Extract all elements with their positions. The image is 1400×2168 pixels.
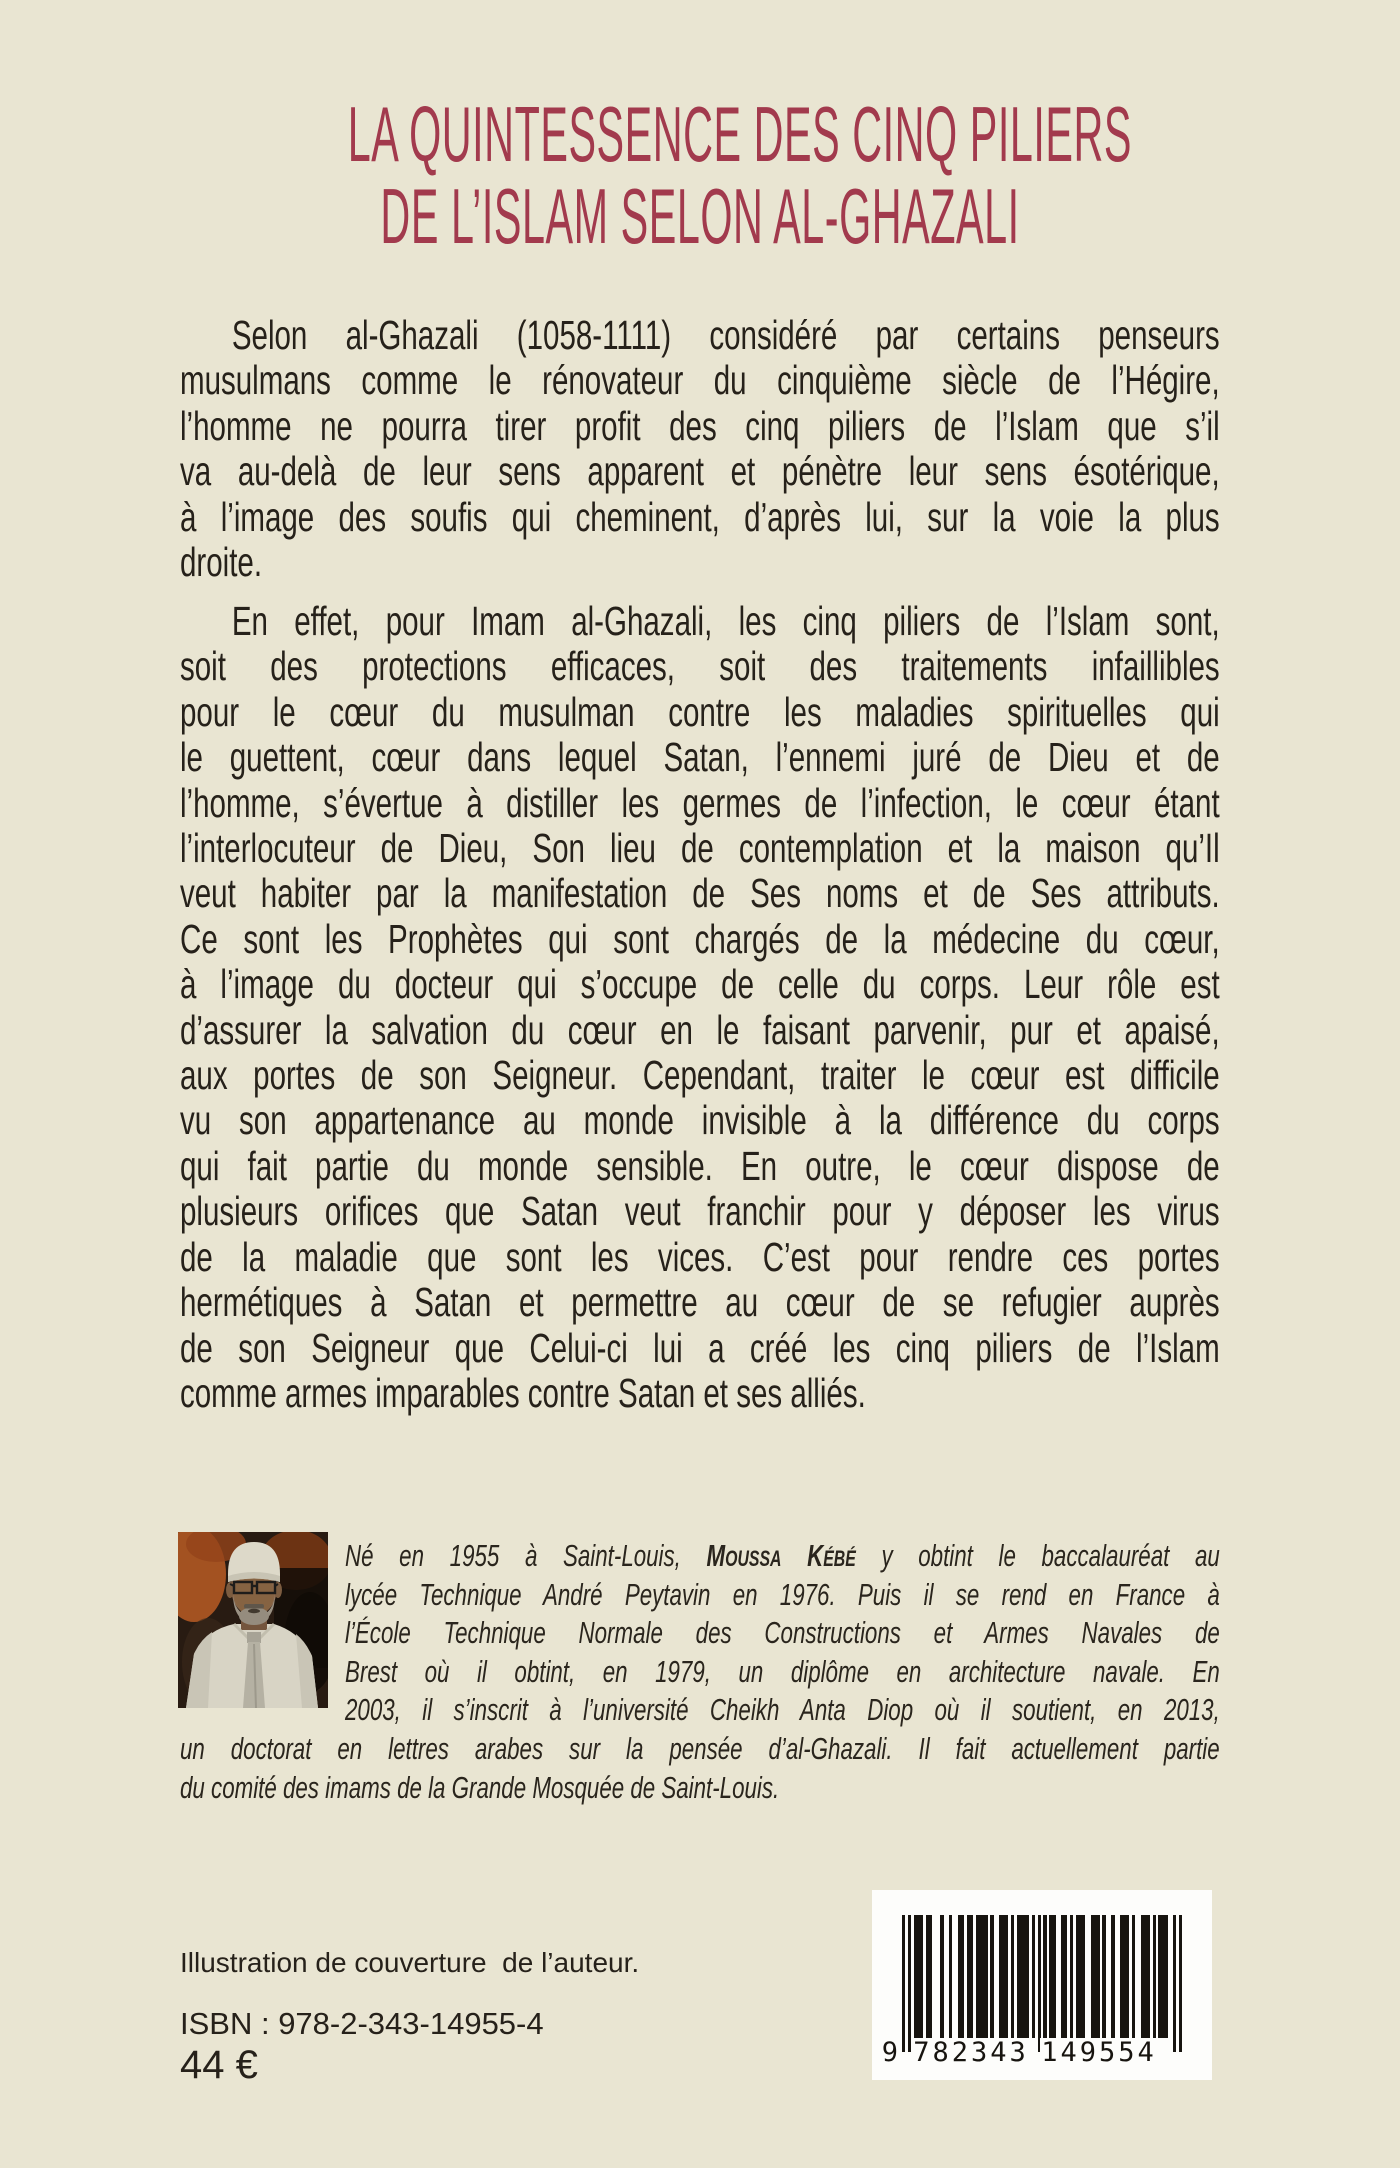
barcode-digits-group1: 782343 bbox=[912, 2038, 1030, 2072]
barcode-bar bbox=[1011, 1915, 1014, 2038]
barcode-bar bbox=[1164, 1915, 1167, 2038]
text-line: à l’image des soufis qui cheminent, d’après lui, sur la voie la plus bbox=[180, 493, 1220, 540]
isbn-label: ISBN : 978-2-343-14955-4 bbox=[180, 2006, 544, 2041]
text-line: Brest où il obtint, en 1979, un diplôme en architecture navale. En bbox=[345, 1653, 1220, 1689]
barcode-bar bbox=[1111, 1915, 1114, 2038]
barcode-bar bbox=[1147, 1915, 1150, 2038]
bio-line1-pre: Né en 1955 à Saint-Louis, bbox=[345, 1538, 707, 1573]
text-line: pour le cœur du musulman contre les maladies spirituelles qui bbox=[180, 688, 1220, 735]
barcode-bar bbox=[902, 1915, 905, 2052]
barcode-bar bbox=[1005, 1915, 1008, 2038]
text-line: aux portes de son Seigneur. Cependant, traiter le cœur est difficile bbox=[180, 1052, 1220, 1099]
barcode-bar bbox=[1032, 1915, 1035, 2038]
barcode-bar bbox=[1126, 1915, 1129, 2038]
barcode-bar bbox=[940, 1915, 943, 2038]
text-line: de la maladie que sont les vices. C’est pour rendre ces portes bbox=[180, 1233, 1220, 1280]
barcode-bar bbox=[1038, 1915, 1041, 2052]
author-name: Moussa Kébé bbox=[706, 1538, 856, 1573]
barcode bbox=[872, 1890, 1212, 2080]
text-line: le guettent, cœur dans lequel Satan, l’ennemi juré de Dieu et de bbox=[180, 734, 1220, 781]
bio-line1-post: y obtint le baccalauréat au bbox=[855, 1538, 1220, 1573]
book-title bbox=[0, 90, 1400, 260]
barcode-bar bbox=[1064, 1915, 1067, 2038]
barcode-bar bbox=[990, 1915, 993, 2038]
text-line: du comité des imams de la Grande Mosquée de Saint-Louis. bbox=[180, 1769, 780, 1805]
barcode-bar bbox=[929, 1915, 932, 2038]
text-line: d’assurer la salvation du cœur en le faisant parvenir, pur et apaisé, bbox=[180, 1006, 1220, 1053]
text-line: musulmans comme le rénovateur du cinquième siècle de l’Hégire, bbox=[180, 357, 1220, 404]
text-line: En effet, pour Imam al-Ghazali, les cinq piliers de l’Islam sont, bbox=[231, 598, 1220, 644]
text-line: hermétiques à Satan et permettre au cœur de se refugier auprès bbox=[180, 1279, 1220, 1326]
book-title-line-1: LA QUINTESSENCE DES CINQ PILIERS bbox=[347, 90, 1132, 178]
text-line: Selon al-Ghazali (1058-1111) considéré par certains penseurs bbox=[231, 312, 1220, 358]
barcode-bar bbox=[1082, 1915, 1085, 2038]
bio-line bbox=[345, 1537, 1220, 1576]
barcode-bar bbox=[1179, 1915, 1182, 2052]
text-line: l’École Technique Normale des Constructions et Armes Navales de bbox=[345, 1615, 1220, 1650]
text-line: soit des protections efficaces, soit des traitements infaillibles bbox=[180, 643, 1220, 690]
paragraph-2 bbox=[180, 599, 1220, 1416]
barcode-bar bbox=[949, 1915, 952, 2038]
barcode-bar bbox=[1043, 1915, 1046, 2052]
text-line: vu son appartenance au monde invisible à la différence du corps bbox=[180, 1097, 1220, 1144]
text-line: lycée Technique André Peytavin en 1976. Puis il se rend en France à bbox=[345, 1576, 1220, 1612]
author-bio-fullwidth bbox=[180, 1730, 1220, 1807]
barcode-bar bbox=[970, 1915, 973, 2038]
price-label: 44 € bbox=[180, 2043, 258, 2087]
barcode-digits-group2: 149554 bbox=[1040, 2038, 1158, 2072]
text-line: l’homme, s’évertue à distiller les germes de l’infection, le cœur étant bbox=[180, 779, 1220, 826]
text-line: un doctorat en lettres arabes sur la pensée d’al-Ghazali. Il fait actuellement partie bbox=[180, 1731, 1220, 1766]
text-line: veut habiter par la manifestation de Ses noms et de Ses attributs. bbox=[180, 870, 1220, 917]
illustration-credit: Illustration de couverture de l’auteur. bbox=[180, 1947, 640, 1978]
barcode-bar bbox=[1026, 1915, 1029, 2038]
barcode-bar bbox=[1173, 1915, 1176, 2052]
paragraph-1 bbox=[180, 313, 1220, 585]
author-bio-indented bbox=[345, 1537, 1220, 1730]
text-line: à l’image du docteur qui s’occupe de celle du corps. Leur rôle est bbox=[180, 961, 1220, 1008]
barcode-bars bbox=[902, 1915, 1182, 2052]
text-line: l’interlocuteur de Dieu, Son lieu de contemplation et la maison qu’Il bbox=[180, 825, 1220, 872]
barcode-bar bbox=[920, 1915, 923, 2038]
book-title-line-2: DE L’ISLAM SELON AL-GHAZALI bbox=[380, 172, 1020, 260]
text-line: Ce sont les Prophètes qui sont chargés de la médecine du cœur, bbox=[180, 915, 1220, 962]
author-photo bbox=[178, 1532, 328, 1708]
barcode-bar bbox=[1153, 1915, 1156, 2038]
barcode-digit-lead: 9 bbox=[881, 2037, 898, 2068]
text-line: plusieurs orifices que Satan veut franchir pour y déposer les virus bbox=[180, 1188, 1220, 1235]
barcode-bar bbox=[961, 1915, 964, 2038]
text-line: droite. bbox=[180, 539, 263, 586]
text-line: de son Seigneur que Celui-ci lui a créé les cinq piliers de l’Islam bbox=[180, 1324, 1220, 1371]
barcode-bar bbox=[1097, 1915, 1100, 2038]
barcode-bar bbox=[908, 1915, 911, 2052]
text-line: comme armes imparables contre Satan et ses alliés. bbox=[180, 1369, 866, 1416]
barcode-bar bbox=[1132, 1915, 1135, 2038]
text-line: l’homme ne pourra tirer profit des cinq piliers de l’Islam que s’il bbox=[180, 402, 1220, 449]
text-line: qui fait partie du monde sensible. En outre, le cœur dispose de bbox=[180, 1142, 1220, 1189]
text-line: 2003, il s’inscrit à l’université Cheikh Anta Diop où il soutient, en 2013, bbox=[345, 1692, 1220, 1727]
barcode-bar bbox=[1052, 1915, 1055, 2038]
text-line: va au-delà de leur sens apparent et pénètre leur sens ésotérique, bbox=[180, 448, 1220, 495]
barcode-bar bbox=[1070, 1915, 1073, 2038]
barcode-bar bbox=[985, 1915, 988, 2038]
barcode-bar bbox=[1102, 1915, 1105, 2038]
